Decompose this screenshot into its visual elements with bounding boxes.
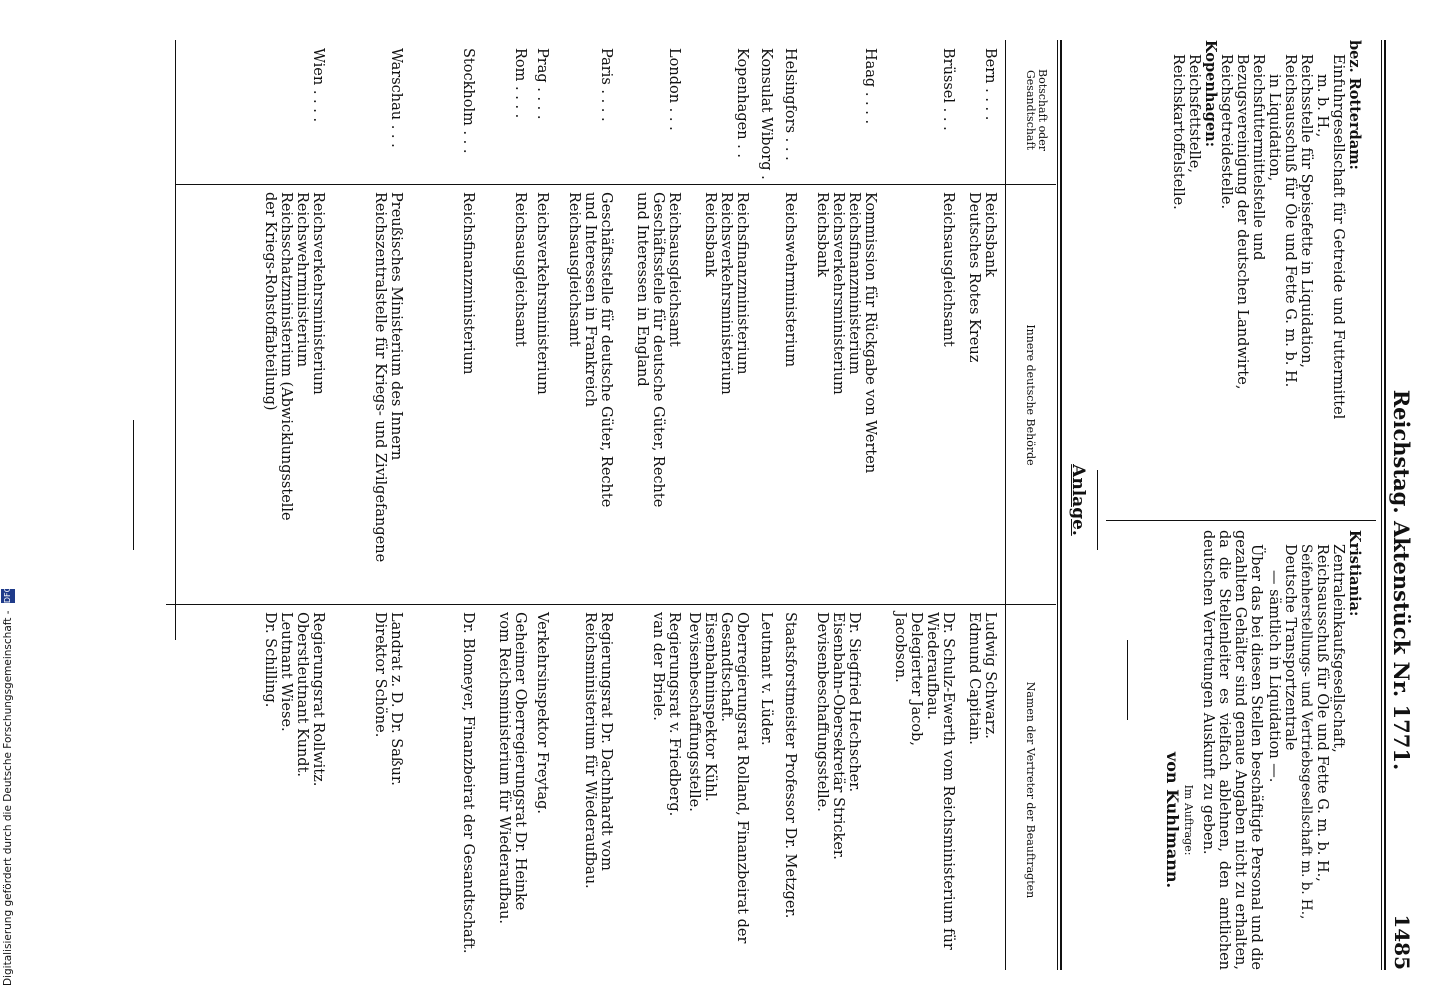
table-row-place: Brüssel . . . [940,48,956,131]
kristiania-heading: Kristiania: [1346,530,1363,617]
rotterdam-line-6: Reichsfuttermittelstelle und [1250,54,1266,261]
table-row-authority: Reichsfinanzministerium Reichsverkehrsministerium Reichsbank [702,192,750,395]
rotterdam-line-2: m. b. H., [1314,74,1330,138]
end-rule [133,420,134,550]
table-row-place: Haag . . . . [862,48,878,125]
table-row-authority: Reichsausgleichsamt [512,192,528,347]
kopenhagen-line-2: Reichskartoffelstelle. [1170,54,1186,210]
digitization-credit-text: Digitalisierung gefördert durch die Deutsche Forschungsgemeinschaft - [2,610,14,986]
table-row-names: Geheimer Oberregierungsrat Dr. Heinke vom Reichsministerium für Wiederaufbau. [496,612,528,924]
table-row-names: Dr. Siegfried Hechscher. Eisenbahn-Obersekretär Stricker. Devisenbeschaffungsstelle. [814,612,862,860]
table-row-authority: Preußisches Ministerium des Innern Reichszentralstelle für Kriegs- und Zivilgefangene [372,192,404,563]
table-row-authority: Reichsverkehrsministerium Reichswehrministerium Reichsschatzministerium (Abwicklungsstelle der Kriegs-Rohstoffabteilung) [262,192,326,521]
table-row-names: Verkehrsinspektor Freytag. [534,612,550,815]
table-top-rule-thin [1057,40,1058,970]
dfg-logo: DFG [1,589,15,603]
table-header-col1: Botschaft oder Gesandtschaft [1024,69,1049,151]
top-left-block [1170,40,1362,510]
table-top-rule [1060,40,1062,970]
table-row-place: Helsingfors . . . [782,48,798,161]
table-row-names: Regierungsrat Dr. Dachnhardt vom Reichsministerium für Wiederaufbau. [582,612,614,889]
table-row-place: Stockholm . . . [460,48,476,154]
rotterdam-line-7: Bezugsvereinigung der deutschen Landwirte, [1234,54,1250,390]
table-row-place: Warschau . . . [388,48,404,148]
rotterdam-line-8: Reichsgetreidestelle. [1218,54,1234,210]
top-right-block [1162,530,1362,970]
table-row-authority: Reichsfinanzministerium [460,192,476,375]
table-row-place: Kopenhagen . . [734,48,750,158]
table-row-authority: Reichsverkehrsministerium [534,192,550,395]
table-row-names: Landrat z. D. Dr. Saßur. Direktor Schöne. [372,612,404,786]
rotterdam-line-3: Reichsstelle für Speisefette in Liquidation, [1298,54,1314,369]
kristiania-line-4: Deutsche Transportzentrale [1282,544,1298,751]
table-row-authority: Geschäftsstelle für deutsche Güter, Rechte und Interessen in Frankreich Reichsausgleichsamt [566,192,614,508]
table-row-names: Leutnant v. Lüder. [758,612,774,746]
table-row-names: Regierungsrat v. Friedberg. van der Briele. [650,612,682,817]
table-row-names: Oberregierungsrat Rolland, Finanzbeirat der Gesandtschaft. Eisenbahninspektor Kühl. Devisenbeschaffungsstelle. [686,612,750,944]
separator-short [1127,640,1128,720]
kristiania-line-2: Reichsausschuß für Öle und Fette G. m. b. H., [1314,544,1330,882]
anlage-heading: Anlage. [1068,464,1088,536]
table-row-place: Konsulat Wiborg . [758,48,774,180]
table-row-place: Wien . . . . [310,48,326,123]
table-header-col3: Namen der Vertreter der Beauftragten [1024,681,1037,899]
table-row-authority: Reichsfinanzministerium Reichsverkehrsministerium Reichsbank [814,192,862,395]
rotterdam-line-5: in Liquidation, [1266,74,1282,182]
kopenhagen-line-1: Reichsfettstelle, [1186,54,1202,173]
rotterdam-line-1: Einfuhrgesellschaft für Getreide und Futtermittel [1330,54,1346,420]
page-number: 1485 [1390,914,1414,970]
running-title: Reichstag. Aktenstück Nr. 1771. [1389,389,1414,771]
digitization-credit [0,0,16,1000]
kristiania-line-3: Seifenherstellungs- und Vertriebsgesellschaft m. b. H., [1298,544,1314,920]
rotterdam-heading: bez. Rotterdam: [1346,40,1363,170]
table-row-authority: Reichswehrministerium [782,192,798,368]
table-row-authority: Reichsausgleichsamt [940,192,956,347]
kristiania-line-5: — sämtlich in Liquidation —. [1266,570,1282,783]
rotterdam-line-4: Reichsausschuß für Öle und Fette G. m. b. H. [1282,54,1298,388]
table-row-place: Rom . . . . [512,48,528,119]
table-row-authority: Reichsbank Deutsches Rotes Kreuz [966,192,998,363]
table-row-names: Regierungsrat Rollwitz. Oberstleutnant Kundt. Leutnant Wiese. Dr. Schilling. [262,612,326,787]
personnel-paragraph: Über das bei diesen Stellen beschäftigte Personal und die gezahlten Gehälter sind genaue Angaben nicht zu erhalten, da die Stellenleiter es vielfach ablehnen, den amtlichen deutschen Vertretungen Auskunft zu geben. [1200,530,1264,970]
header-rule [1384,40,1386,970]
table-header-col2: Innere deutsche Behörde [1024,324,1037,466]
table-col-divider-2 [166,604,1056,605]
table-row-place: Bern . . . . [982,48,998,121]
table-row-place: Paris . . . . [598,48,614,122]
table-row-authority: Kommission für Rückgabe von Werten [862,192,878,474]
kopenhagen-heading: Kopenhagen: [1202,40,1219,148]
table-row-names: Staatsforstmeister Professor Dr. Metzger. [782,612,798,919]
table-row-names: Ludwig Schwarz. Edmund Capitain. [966,612,998,745]
kristiania-line-1: Zentraleinkaufsgesellschaft, [1330,544,1346,753]
column-divider [1106,520,1376,521]
header-rule-thin [1381,40,1382,970]
table-header-rule [1005,40,1006,970]
table-col-divider-1 [176,184,1056,185]
table-row-names: Dr. Blomeyer, Finanzbeirat der Gesandtschaft. [460,612,476,954]
table-row-authority: Reichsausgleichsamt Geschäftsstelle für deutsche Güter, Rechte und Interessen in England [634,192,682,508]
separator-mid [1097,470,1098,550]
table-row-place: London . . . [666,48,682,131]
signature: von Kuhlmann. [1163,751,1182,889]
table-bottom-rule [175,40,176,640]
table-row-names: Dr. Schulz-Ewerth vom Reichsministerium für Wiederaufbau. Delegierter Jacob, Jacobson. [892,612,956,950]
im-auftrage: Im Auftrage: [1182,784,1195,856]
table-row-place: Prag . . . . [534,48,550,120]
